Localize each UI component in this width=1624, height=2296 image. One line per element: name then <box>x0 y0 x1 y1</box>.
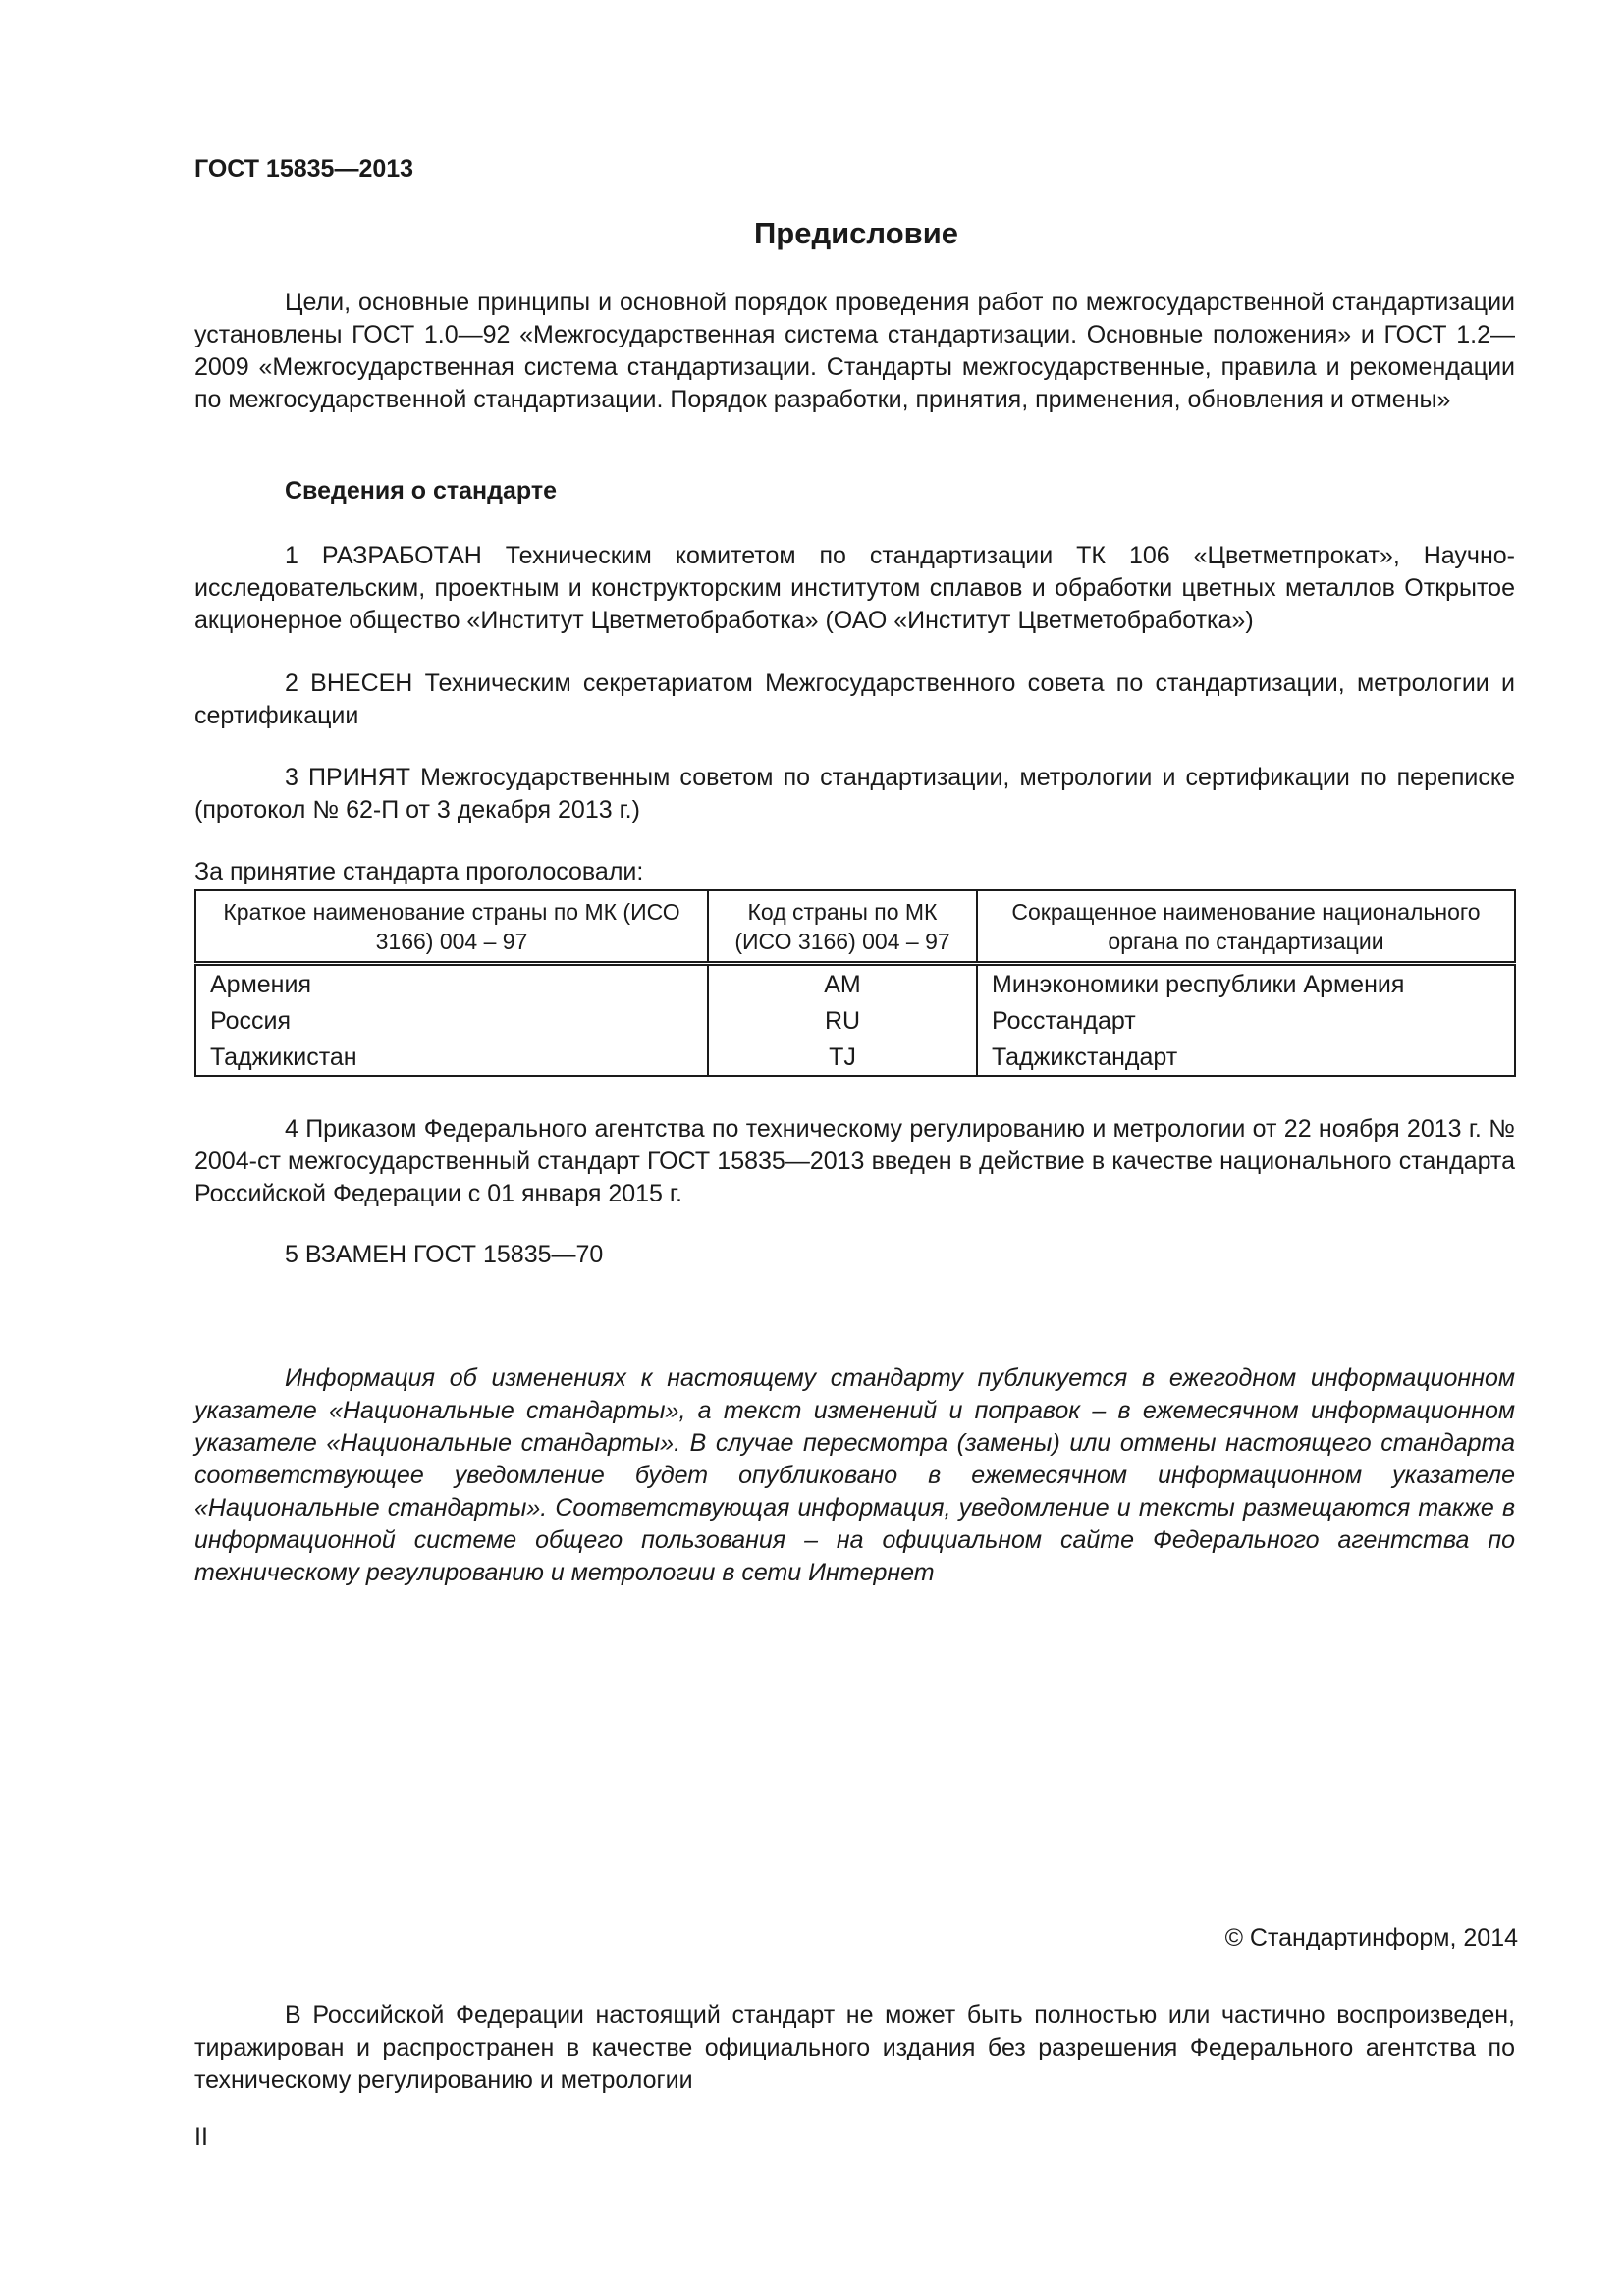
intro-paragraph: Цели, основные принципы и основной порядок проведения работ по межгосударственной стандартизации установлены ГОСТ 1.0—92 «Межгосударственная система стандартизации. Основные положения» и ГОСТ 1.2—2009 «Межгосударственная система стандартизации. Стандарты межгосударственные, правила и рекомендации по межгосударственной стандартизации. Порядок разработки, принятия, применения, обновления и отмены» <box>194 289 1515 413</box>
copyright: © Стандартинформ, 2014 <box>1224 1924 1518 1951</box>
table-header-row <box>195 890 1515 964</box>
national-body-cell: Таджикстандарт <box>977 1039 1515 1076</box>
country-code-cell: RU <box>708 1002 977 1039</box>
section-subheading: Сведения о стандарте <box>285 477 558 505</box>
table-row <box>195 1002 1515 1039</box>
rights-statement: В Российской Федерации настоящий стандарт не может быть полностью или частично воспроизведен, тиражирован и распространен в качестве официального издания без разрешения Федерального агентства по техническому регулированию и метрологии <box>194 2002 1515 2094</box>
country-name-cell: Россия <box>195 1002 708 1039</box>
header-country-name: Краткое наименование страны по МК (ИСО 3166) 004 – 97 <box>195 890 708 964</box>
table-row <box>195 964 1515 1003</box>
page-number: II <box>194 2123 208 2151</box>
page-title: Предисловие <box>753 216 958 250</box>
document-code: ГОСТ 15835—2013 <box>194 155 414 183</box>
country-code-cell: TJ <box>708 1039 977 1076</box>
vote-caption: За принятие стандарта проголосовали: <box>194 858 644 885</box>
country-name-cell: Таджикистан <box>195 1039 708 1076</box>
amendments-notice: Информация об изменениях к настоящему стандарту публикуется в ежегодном информационном указателе «Национальные стандарты», а текст изменений и поправок – в ежемесячном информационном указателе «Национальные стандарты». В случае пересмотра (замены) или отмены настоящего стандарта соответствующее уведомление будет опубликовано в ежемесячном информационном указателе «Национальные стандарты». Соответствующая информация, уведомление и тексты размещаются также в информационной системе общего пользования – на официальном сайте Федерального агентства по техническому регулированию и метрологии в сети Интернет <box>194 1364 1515 1586</box>
item-enacted: 4 Приказом Федерального агентства по техническому регулированию и метрологии от 22 ноября 2013 г. № 2004-ст межгосударственный стандарт ГОСТ 15835—2013 введен в действие в качестве национального стандарта Российской Федерации с 01 января 2015 г. <box>194 1115 1515 1207</box>
national-body-cell: Росстандарт <box>977 1002 1515 1039</box>
header-national-body: Сокращенное наименование национального органа по стандартизации <box>977 890 1515 964</box>
item-adopted: 3 ПРИНЯТ Межгосударственным советом по стандартизации, метрологии и сертификации по переписке (протокол № 62-П от 3 декабря 2013 г.) <box>194 764 1515 824</box>
item-developed: 1 РАЗРАБОТАН Техническим комитетом по стандартизации ТК 106 «Цветметпрокат», Научно-исследовательским, проектным и конструкторским институтом сплавов и обработки цветных металлов Открытое акционерное общество «Институт Цветметобработка» (ОАО «Институт Цветметобработка») <box>194 542 1515 634</box>
vote-table <box>194 889 1516 1077</box>
national-body-cell: Минэкономики республики Армения <box>977 964 1515 1003</box>
table-row <box>195 1039 1515 1076</box>
item-replaces: 5 ВЗАМЕН ГОСТ 15835—70 <box>285 1241 604 1268</box>
country-code-cell: AM <box>708 964 977 1003</box>
country-name-cell: Армения <box>195 964 708 1003</box>
item-submitted: 2 ВНЕСЕН Техническим секретариатом Межгосударственного совета по стандартизации, метрологии и сертификации <box>194 669 1515 729</box>
header-country-code: Код страны по МК (ИСО 3166) 004 – 97 <box>708 890 977 964</box>
